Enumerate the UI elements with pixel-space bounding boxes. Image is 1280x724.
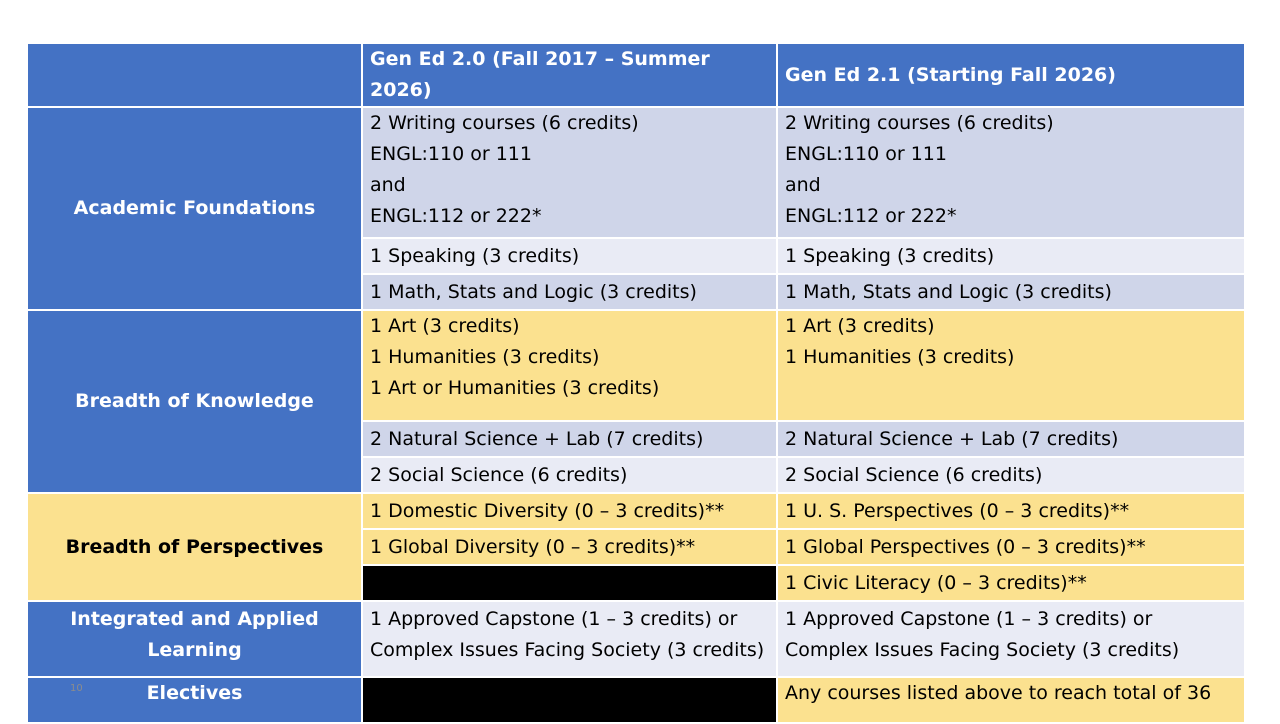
writing-new-cell	[777, 107, 1245, 238]
domestic-new-cell: 1 U. S. Perspectives (0 – 3 credits)**	[777, 493, 1245, 529]
civic-old-empty-cell	[362, 565, 777, 601]
writing-new-line-4: ENGL:112 or 222*	[785, 205, 957, 227]
writing-old-line-2: ENGL:110 or 111	[370, 143, 532, 165]
writing-new-line-1: 2 Writing courses (6 credits)	[785, 112, 1054, 134]
writing-old-line-3: and	[370, 174, 406, 196]
arts-old-cell	[362, 310, 777, 421]
capstone-old-cell	[362, 601, 777, 677]
header-gen-ed-2-0: Gen Ed 2.0 (Fall 2017 – Summer 2026)	[362, 43, 777, 107]
writing-old-line-4: ENGL:112 or 222*	[370, 205, 542, 227]
writing-new-line-3: and	[785, 174, 821, 196]
category-integrated-applied-learning: Integrated and Applied Learning	[27, 601, 362, 677]
global-old-cell: 1 Global Diversity (0 – 3 credits)**	[362, 529, 777, 565]
header-gen-ed-2-1: Gen Ed 2.1 (Starting Fall 2026)	[777, 43, 1245, 107]
arts-new-line-1: 1 Art (3 credits)	[785, 315, 935, 337]
capstone-new-cell	[777, 601, 1245, 677]
table-row-arts	[27, 310, 1245, 421]
natsci-new-cell: 2 Natural Science + Lab (7 credits)	[777, 421, 1245, 457]
table-row-writing	[27, 107, 1245, 238]
gen-ed-comparison-table	[26, 42, 1246, 724]
writing-new-line-2: ENGL:110 or 111	[785, 143, 947, 165]
table-row-domestic	[27, 493, 1245, 529]
socsci-old-cell: 2 Social Science (6 credits)	[362, 457, 777, 493]
writing-old-line-1: 2 Writing courses (6 credits)	[370, 112, 639, 134]
electives-new-cell: Any courses listed above to reach total of 36	[777, 677, 1245, 723]
math-new-cell: 1 Math, Stats and Logic (3 credits)	[777, 274, 1245, 310]
table-row-capstone	[27, 601, 1245, 677]
arts-new-cell	[777, 310, 1245, 421]
global-new-cell: 1 Global Perspectives (0 – 3 credits)**	[777, 529, 1245, 565]
arts-old-line-2: 1 Humanities (3 credits)	[370, 346, 600, 368]
capstone-new-line-2: Complex Issues Facing Society (3 credits)	[785, 639, 1180, 661]
capstone-old-line-2: Complex Issues Facing Society (3 credits)	[370, 639, 765, 661]
header-row	[27, 43, 1245, 107]
category-academic-foundations: Academic Foundations	[27, 107, 362, 310]
category-breadth-of-knowledge: Breadth of Knowledge	[27, 310, 362, 493]
capstone-old-line-1: 1 Approved Capstone (1 – 3 credits) or	[370, 608, 738, 630]
category-electives: Electives	[27, 677, 362, 723]
arts-new-line-2: 1 Humanities (3 credits)	[785, 346, 1015, 368]
civic-new-cell: 1 Civic Literacy (0 – 3 credits)**	[777, 565, 1245, 601]
slide-number: 10	[70, 683, 83, 694]
header-category-cell	[27, 43, 362, 107]
arts-old-line-3: 1 Art or Humanities (3 credits)	[370, 377, 660, 399]
writing-old-cell	[362, 107, 777, 238]
math-old-cell: 1 Math, Stats and Logic (3 credits)	[362, 274, 777, 310]
speaking-new-cell: 1 Speaking (3 credits)	[777, 238, 1245, 274]
table-row-electives	[27, 677, 1245, 723]
electives-old-empty-cell	[362, 677, 777, 723]
socsci-new-cell: 2 Social Science (6 credits)	[777, 457, 1245, 493]
natsci-old-cell: 2 Natural Science + Lab (7 credits)	[362, 421, 777, 457]
speaking-old-cell: 1 Speaking (3 credits)	[362, 238, 777, 274]
arts-old-line-1: 1 Art (3 credits)	[370, 315, 520, 337]
domestic-old-cell: 1 Domestic Diversity (0 – 3 credits)**	[362, 493, 777, 529]
category-breadth-of-perspectives: Breadth of Perspectives	[27, 493, 362, 601]
capstone-new-line-1: 1 Approved Capstone (1 – 3 credits) or	[785, 608, 1153, 630]
